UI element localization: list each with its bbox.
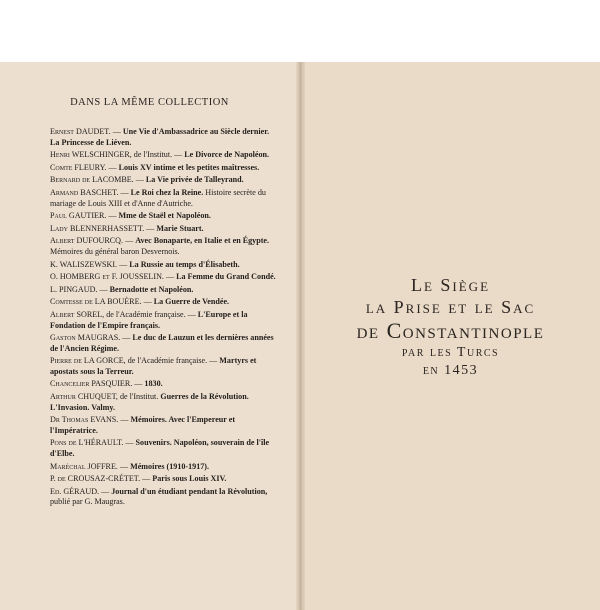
entry-title: Mémoires (1910-1917). xyxy=(130,461,210,471)
entry-author: Lady BLENNERHASSETT. xyxy=(50,223,145,233)
entry-title: La Vie privée de Talleyrand. xyxy=(145,175,244,185)
entry-separator: — xyxy=(106,162,119,172)
collection-entry xyxy=(50,392,278,413)
collection-entry xyxy=(50,211,278,222)
entry-note: Histoire secrète du mariage de Louis XIII et d'Anne d'Autriche. xyxy=(50,187,266,208)
entry-author: Maréchal JOFFRE. xyxy=(50,461,118,471)
entry-title: Louis XV intime et les petites maîtresses. xyxy=(118,162,260,172)
collection-entry xyxy=(50,272,278,283)
entry-title: Le Divorce de Napoléon. xyxy=(184,150,270,160)
entry-separator: — xyxy=(120,333,133,343)
entry-separator: — xyxy=(117,461,131,471)
collection-entry xyxy=(50,356,278,377)
entry-author: Ed. GÉRAUD. xyxy=(50,486,100,496)
entry-author: O. HOMBERG et F. JOUSSELIN. xyxy=(50,272,164,282)
entry-author: Comte FLEURY. xyxy=(50,162,107,172)
collection-entry xyxy=(50,310,278,331)
entry-title: Le Roi chez la Reine. xyxy=(130,187,204,197)
collection-list xyxy=(50,127,278,510)
entry-separator: — xyxy=(133,175,146,185)
collection-entry xyxy=(50,127,278,148)
entry-separator: — xyxy=(144,223,157,233)
entry-separator: de l'Institut. — xyxy=(131,150,185,160)
entry-author: Albert SOREL, xyxy=(50,309,105,319)
entry-title: 1830. xyxy=(144,379,163,389)
entry-author: Pons de L'HÉRAULT. xyxy=(50,438,124,448)
entry-separator: — xyxy=(97,284,110,294)
entry-author: K. WALISZEWSKI. xyxy=(50,259,118,269)
entry-author: Ernest DAUDET. xyxy=(50,127,111,136)
entry-title: Journal d'un étudiant pendant la Révolution, xyxy=(111,486,268,496)
entry-title: Le duc de Lauzun et les dernières années de l'Ancien Régime. xyxy=(50,333,274,353)
entry-author: Dr Thomas EVANS. xyxy=(50,415,119,425)
entry-author: Bernard de LACOMBE. xyxy=(50,175,134,185)
entry-title: Avec Bonaparte, en Italie et en Égypte. xyxy=(135,236,270,246)
entry-title: L'Europe et la Fondation de l'Empire français. xyxy=(50,309,248,330)
entry-separator: de l'Institut. xyxy=(117,392,161,402)
collection-entry xyxy=(50,236,278,257)
entry-author: Gaston MAUGRAS. xyxy=(50,333,121,343)
entry-separator: — xyxy=(110,127,123,136)
entry-separator: — xyxy=(99,486,112,496)
entry-title: Guerres de la Révolution. L'Invasion. Valmy. xyxy=(50,392,249,412)
entry-author: P. de CROUSAZ-CRÉTET. xyxy=(50,474,141,484)
entry-title: La Russie au temps d'Élisabeth. xyxy=(129,259,240,269)
collection-entry xyxy=(50,163,278,174)
collection-entry xyxy=(50,415,278,436)
entry-title: Mme de Staël et Napoléon. xyxy=(118,211,211,221)
collection-entry xyxy=(50,487,278,508)
collection-entry xyxy=(50,150,278,161)
book-spread xyxy=(0,62,600,610)
entry-separator: — xyxy=(117,259,130,269)
entry-separator: — xyxy=(163,272,177,282)
title-line-1: Le Siège xyxy=(410,275,491,295)
title-line-5: en 1453 xyxy=(422,363,479,378)
entry-author: Comtesse de LA BOUÈRE. xyxy=(50,297,142,307)
entry-author: Albert DUFOURCQ. xyxy=(50,236,124,246)
entry-separator: — xyxy=(132,379,145,389)
collection-entry xyxy=(50,333,278,354)
collection-entry xyxy=(50,260,278,271)
entry-separator: de l'Académie française. — xyxy=(104,309,198,319)
entry-note: Mémoires du général baron Desvernois. xyxy=(50,246,180,256)
entry-title: Paris sous Louis XIV. xyxy=(152,474,227,484)
entry-note: publié par G. Maugras. xyxy=(50,497,125,507)
collection-entry xyxy=(50,297,278,308)
entry-separator: — xyxy=(123,236,136,246)
entry-title: La Guerre de Vendée. xyxy=(153,297,230,307)
title-line-2: la Prise et le Sac xyxy=(365,297,536,317)
book-title xyxy=(301,274,600,380)
collection-entry xyxy=(50,462,278,473)
title-line-4: par les Turcs xyxy=(401,345,500,360)
entry-author: L. PINGAUD. xyxy=(50,284,98,294)
entry-title: La Femme du Grand Condé. xyxy=(176,272,276,282)
title-line-3: de Constantinople xyxy=(356,318,545,343)
entry-title: Mémoires. Avec l'Empereur et l'Impératrice. xyxy=(50,415,236,435)
entry-separator: — xyxy=(118,187,131,197)
collection-entry xyxy=(50,224,278,235)
entry-separator: — xyxy=(140,474,153,484)
entry-author: Henri WELSCHINGER, xyxy=(50,150,132,160)
entry-title: Souvenirs. Napoléon, souverain de l'île d'Elbe. xyxy=(50,438,270,459)
entry-title: Bernadotte et Napoléon. xyxy=(109,284,194,294)
collection-entry xyxy=(50,188,278,209)
collection-entry xyxy=(50,438,278,459)
entry-separator: — xyxy=(106,211,119,221)
collection-entry xyxy=(50,474,278,485)
entry-separator: — xyxy=(118,415,131,425)
entry-author: Arthur CHUQUET, xyxy=(50,392,118,402)
entry-author: Pierre de LA GORCE, xyxy=(50,356,126,366)
entry-title: Marie Stuart. xyxy=(156,223,204,233)
entry-author: Paul GAUTIER. xyxy=(50,211,107,221)
entry-title: Martyrs et apostats sous la Terreur. xyxy=(50,356,257,376)
entry-author: Armand BASCHET. xyxy=(50,187,119,197)
collection-heading: DANS LA MÊME COLLECTION xyxy=(70,97,229,108)
collection-entry xyxy=(50,285,278,296)
entry-separator: de l'Académie française. — xyxy=(125,356,220,366)
entry-separator: — xyxy=(123,438,136,448)
entry-author: Chancelier PASQUIER. xyxy=(50,379,133,389)
collection-entry xyxy=(50,379,278,390)
collection-entry xyxy=(50,175,278,186)
entry-separator: — xyxy=(141,297,154,307)
entry-title: Une Vie d'Ambassadrice au Siècle dernier. La Princesse de Liéven. xyxy=(50,127,270,147)
